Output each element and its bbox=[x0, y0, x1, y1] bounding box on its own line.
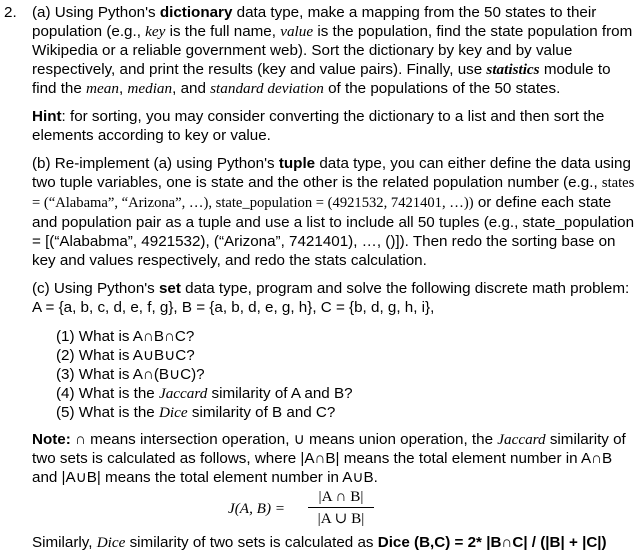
similarly-text-1: Similarly, bbox=[32, 534, 97, 551]
formula-numerator: |A ∩ B| bbox=[308, 487, 374, 508]
part-b-text-2: data type, you can either define the data using two tuple variables, one is state and the other is the related population number (e.g., bbox=[32, 155, 631, 191]
part-c-text-2: data type, program and solve the following discrete math problem: A = {a, b, c, d, e, f, g}, B = {a, b, d, e, g, h}, C = {b, d, g, h, i}, bbox=[32, 280, 630, 316]
note-text-2: similarity of two sets is calculated as follows, where |A∩B| means the total element number in A∩B and |A∪B| means the total element number in A∪B. bbox=[32, 431, 626, 486]
dice-term: Dice bbox=[158, 404, 188, 421]
part-a-paragraph bbox=[32, 3, 636, 98]
part-a-text-5: module to find the bbox=[32, 61, 611, 97]
tuple-term: tuple bbox=[278, 155, 316, 172]
formula-denominator: |A ∪ B| bbox=[317, 510, 365, 527]
median-term: median bbox=[127, 80, 173, 97]
part-a-text-1: (a) Using Python's bbox=[32, 4, 160, 21]
dice-formula: Dice (B,C) = 2* |B∩C| / (|B| + |C|) bbox=[377, 534, 607, 551]
part-c-paragraph bbox=[32, 279, 636, 317]
part-b-text-1: (b) Re-implement (a) using Python's bbox=[32, 155, 279, 172]
subquestion-3: (3) What is A∩(B∪C)? bbox=[56, 366, 205, 383]
note-paragraph bbox=[32, 430, 636, 487]
formula-fraction bbox=[308, 487, 374, 529]
question-body bbox=[32, 3, 636, 552]
jaccard-formula bbox=[32, 487, 636, 533]
set-term: set bbox=[158, 280, 181, 297]
part-a-text-4: is the population, find the state population from Wikipedia or a reliable government web). Sort the dictionary by key and by value respectively, and print the results (key and value pairs). Finally, use bbox=[32, 23, 633, 78]
part-a-sep-1: , bbox=[118, 80, 128, 97]
subquestion-2: (2) What is A∪B∪C? bbox=[56, 347, 195, 364]
formula-lhs: J(A, B) = bbox=[228, 500, 286, 517]
part-b-example: states = (“Alabama”, “Arizona”, …), state_population = (4921532, 7421401, …)) bbox=[32, 175, 635, 211]
similarly-dice-term: Dice bbox=[96, 534, 126, 551]
similarly-text-2: similarity of two sets is calculated as bbox=[125, 534, 378, 551]
value-term: value bbox=[280, 23, 314, 40]
part-a-text-6: of the populations of the 50 states. bbox=[323, 80, 561, 97]
subquestion-4-text-1: (4) What is the bbox=[56, 385, 159, 402]
subquestion-5-text-2: similarity of B and C? bbox=[187, 404, 336, 421]
subquestion-4-text-2: similarity of A and B? bbox=[207, 385, 353, 402]
part-c-text-1: (c) Using Python's bbox=[32, 280, 159, 297]
note-text-1: ∩ means intersection operation, ∪ means union operation, the bbox=[70, 431, 498, 448]
subquestion-4 bbox=[56, 384, 636, 403]
hint-paragraph bbox=[32, 107, 636, 145]
part-a-text-2: data type, make a mapping from the 50 states to their population (e.g., bbox=[32, 4, 597, 40]
mean-term: mean bbox=[86, 80, 119, 97]
stddev-term: standard deviation bbox=[210, 80, 324, 97]
part-a-text-3: is the full name, bbox=[165, 23, 281, 40]
part-b-text-3: or define each state and population pair as a tuple and use a list to include all 50 tuples (e.g., state_population = [(“Alababma”, 4921532), (“Arizona”, 7421401), …, ()]). Then redo the sorting base on key and values respectively, and redo the stats calculation. bbox=[32, 194, 635, 269]
part-a-sep-2: , and bbox=[172, 80, 211, 97]
part-b-paragraph bbox=[32, 154, 636, 270]
key-term: key bbox=[145, 23, 166, 40]
subquestion-list bbox=[56, 327, 636, 422]
note-label: Note: bbox=[32, 431, 71, 448]
question-number: 2. bbox=[4, 4, 17, 21]
dictionary-term: dictionary bbox=[159, 4, 233, 21]
hint-text: : for sorting, you may consider converting the dictionary to a list and then sort the elements according to key or value. bbox=[32, 108, 605, 144]
statistics-term: statistics bbox=[486, 61, 540, 78]
jaccard-term: Jaccard bbox=[158, 385, 208, 402]
note-jaccard-term: Jaccard bbox=[497, 431, 546, 448]
subquestion-5 bbox=[56, 403, 636, 422]
hint-label: Hint bbox=[32, 108, 62, 125]
subquestion-5-text-1: (5) What is the bbox=[56, 404, 159, 421]
similarly-paragraph bbox=[32, 533, 636, 552]
subquestion-1: (1) What is A∩B∩C? bbox=[56, 328, 195, 345]
